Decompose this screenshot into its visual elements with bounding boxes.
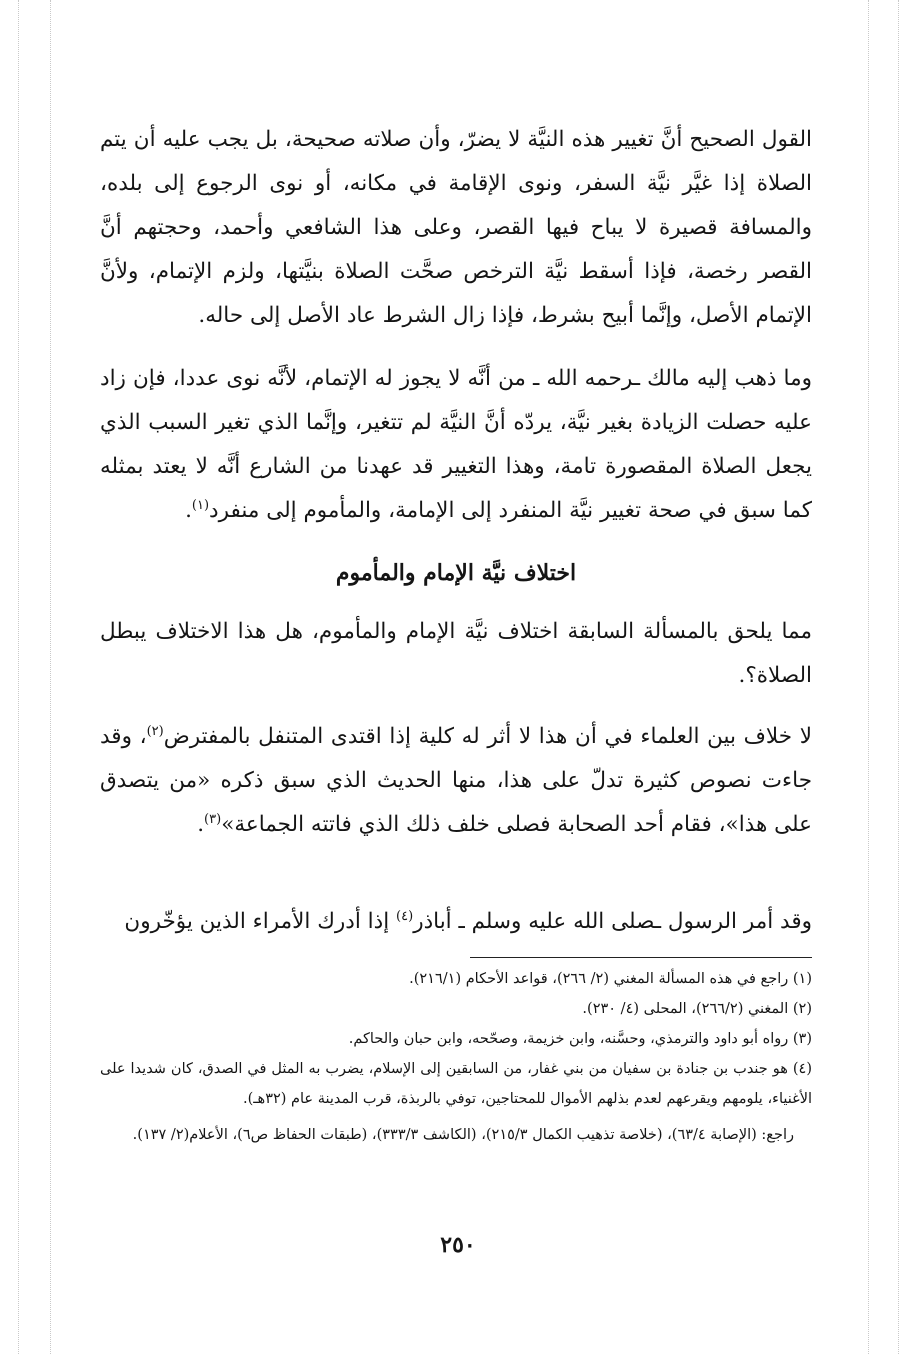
paragraph-text: وما ذهب إليه مالك ـرحمه الله ـ من أنَّه لا يجوز له الإتمام، لأنَّه نوى عددا، فإن زاد عليه حصلت الزيادة بغير نيَّة، يردّه أنَّ النيَّة لم تتغير، وإنَّما الذي تغير السبب الذي يجعل الصلاة المقصورة تامة، وهذا التغيير قد عهدنا من الشارع أنَّه لا يعتد بمثله كما سبق في صحة تغيير نيَّة المنفرد إلى الإمامة، والمأموم إلى منفرد — [100, 366, 812, 523]
section-heading: اختلاف نيَّة الإمام والمأموم — [335, 560, 577, 586]
footnote-separator — [470, 957, 812, 958]
scan-guide-line — [868, 0, 869, 1354]
footnote-4: (٤) هو جندب بن جنادة بن سفيان من بني غفار، من السابقين إلى الإسلام، يضرب به المثل في الصدق، كان شديدا على الأغنياء، يلومهم ويقرعهم لعدم بذلهم الأموال للمحتاجين، توفي بالربذة، قرب المدينة عام (٣٢هـ). — [100, 1061, 812, 1107]
footnote-marker-2: (٢) — [146, 723, 164, 739]
scan-guide-line — [898, 0, 899, 1354]
paragraph-abu-dhar — [100, 900, 812, 944]
paragraph-no-dispute — [100, 715, 812, 847]
scan-guide-line — [18, 0, 19, 1354]
paragraph-end: . — [197, 812, 205, 837]
paragraph-text: إذا أدرك الأمراء الذين يؤخّرون — [124, 909, 397, 934]
paragraph-malik-opinion — [100, 357, 812, 533]
page-number: ٢٥٠ — [440, 1232, 476, 1258]
paragraph-text: وقد أمر الرسول ـصلى الله عليه وسلم ـ أباذر — [413, 909, 812, 934]
paragraph-correct-opinion: القول الصحيح أنَّ تغيير هذه النيَّة لا يضرّ، وأن صلاته صحيحة، بل يجب عليه أن يتم الصلاة إذا غيَّر نيَّة السفر، ونوى الإقامة في مكانه، أو نوى الرجوع إلى بلده، والمسافة قصيرة لا يباح فيها القصر، وعلى هذا الشافعي وأحمد، وحجتهم أنَّ القصر رخصة، فإذا أسقط نيَّة الترخص صحَّت الصلاة بنيَّتها، ولزم الإتمام، ولأنَّ الإتمام الأصل، وإنَّما أبيح بشرط، فإذا زال الشرط عاد الأصل إلى حاله. — [100, 127, 812, 328]
footnote-2: (٢) المغني (٢٦٦/٢)، المحلى (٤/ ٢٣٠). — [582, 1001, 812, 1017]
footnote-1: (١) راجع في هذه المسألة المغني (٢/ ٢٦٦)، قواعد الأحكام (٢١٦/١). — [409, 971, 812, 987]
footnote-marker-4: (٤) — [396, 908, 414, 924]
paragraph-text: لا خلاف بين العلماء في أن هذا لا أثر له كلية إذا اقتدى المتنفل بالمفترض — [163, 724, 812, 749]
footnote-marker-3: (٣) — [204, 811, 222, 827]
footnotes-section — [100, 964, 812, 1150]
paragraph-end: . — [185, 498, 192, 523]
paragraph-text: ، وقد جاءت نصوص كثيرة تدلّ على هذا، منها الحديث الذي سبق ذكره «من يتصدق على هذا»، فقام أحد الصحابة فصلى خلف ذلك الذي فاتته الجماعة» — [100, 724, 812, 837]
scan-guide-line — [50, 0, 51, 1354]
footnote-3: (٣) رواه أبو داود والترمذي، وحسَّنه، وابن خزيمة، وصحّحه، وابن حبان والحاكم. — [348, 1031, 812, 1047]
footnote-4-references: راجع: (الإصابة ٦٣/٤)، (خلاصة تذهيب الكمال ٢١٥/٣)، (الكاشف ٣٣٣/٣)، (طبقات الحفاظ ص٦)، الأعلام(٢/ ١٣٧). — [132, 1127, 794, 1143]
paragraph-question: مما يلحق بالمسألة السابقة اختلاف نيَّة الإمام والمأموم، هل هذا الاختلاف يبطل الصلاة؟. — [100, 619, 812, 688]
footnote-marker-1: (١) — [191, 497, 210, 513]
